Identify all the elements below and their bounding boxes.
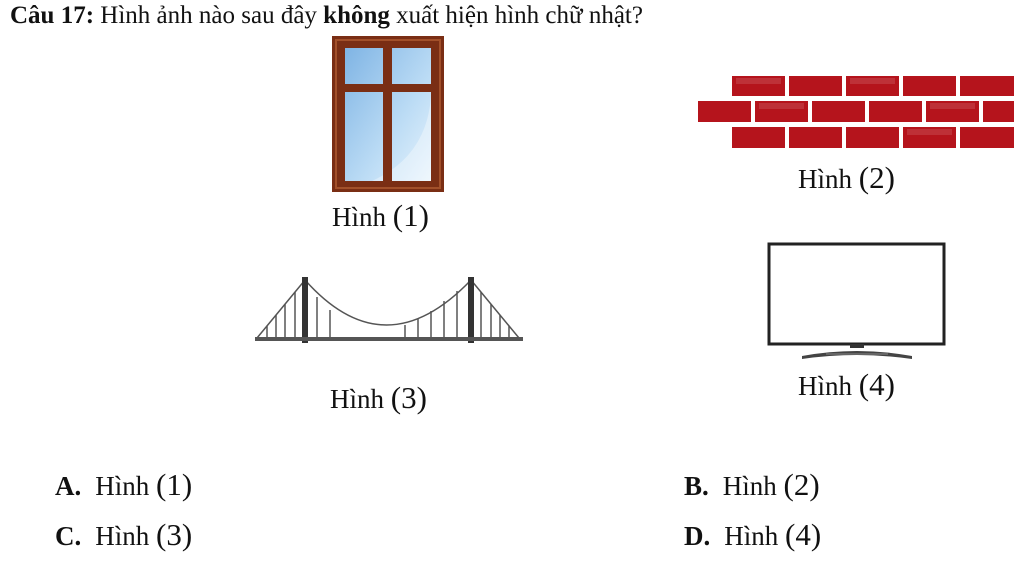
option-d[interactable]: D. Hình (4) — [684, 517, 822, 552]
option-c[interactable]: C. Hình (3) — [55, 517, 193, 552]
brick-wall-icon — [696, 74, 1018, 150]
figure-3-caption: Hình (3) — [330, 380, 427, 415]
suspension-bridge-icon — [255, 275, 523, 345]
question-text — [10, 2, 643, 30]
window-icon — [332, 36, 444, 192]
question-number: Câu 17: — [10, 2, 95, 29]
tv-icon — [766, 242, 948, 364]
figure-4-caption: Hình (4) — [798, 367, 895, 402]
question-text-after: xuất hiện hình chữ nhật? — [396, 2, 643, 29]
question-emphasis: không — [323, 2, 390, 29]
question-text-before: Hình ảnh nào sau đây — [100, 2, 317, 29]
figure-1-caption: Hình (1) — [332, 198, 429, 233]
figure-2-caption: Hình (2) — [798, 160, 895, 195]
option-a[interactable]: A. Hình (1) — [55, 467, 193, 502]
option-b[interactable]: B. Hình (2) — [684, 467, 820, 502]
